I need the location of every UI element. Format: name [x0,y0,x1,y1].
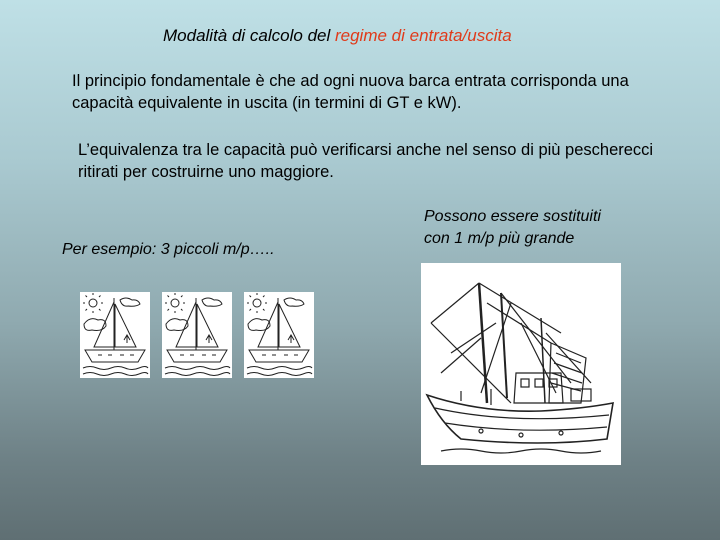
replace-caption [424,206,601,250]
sailboat-drawing [80,292,150,378]
equivalence-paragraph: L’equivalenza tra le capacità può verificarsi anche nel senso di più pescherecci ritirati per costruirne uno maggiore. [78,141,654,181]
replace-caption-line1: Possono essere sostituiti [424,208,601,225]
trawler-drawing [421,263,621,465]
small-boat-image-1 [80,292,150,378]
principle-paragraph: Il principio fondamentale è che ad ogni nuova barca entrata corrisponda una capacità equivalente in uscita (in termini di GT e kW). [72,72,629,112]
fishing-boat-image [421,263,621,465]
example-caption: Per esempio: 3 piccoli m/p….. [62,241,275,258]
sailboat-drawing [162,292,232,378]
title-text: Modalità di calcolo del [163,26,331,45]
sailboat-drawing [244,292,314,378]
title-highlight: regime di entrata/uscita [330,26,512,45]
slide-title [163,26,512,46]
small-boat-image-3 [244,292,314,378]
small-boat-image-2 [162,292,232,378]
replace-caption-line2: con 1 m/p più grande [424,230,575,247]
